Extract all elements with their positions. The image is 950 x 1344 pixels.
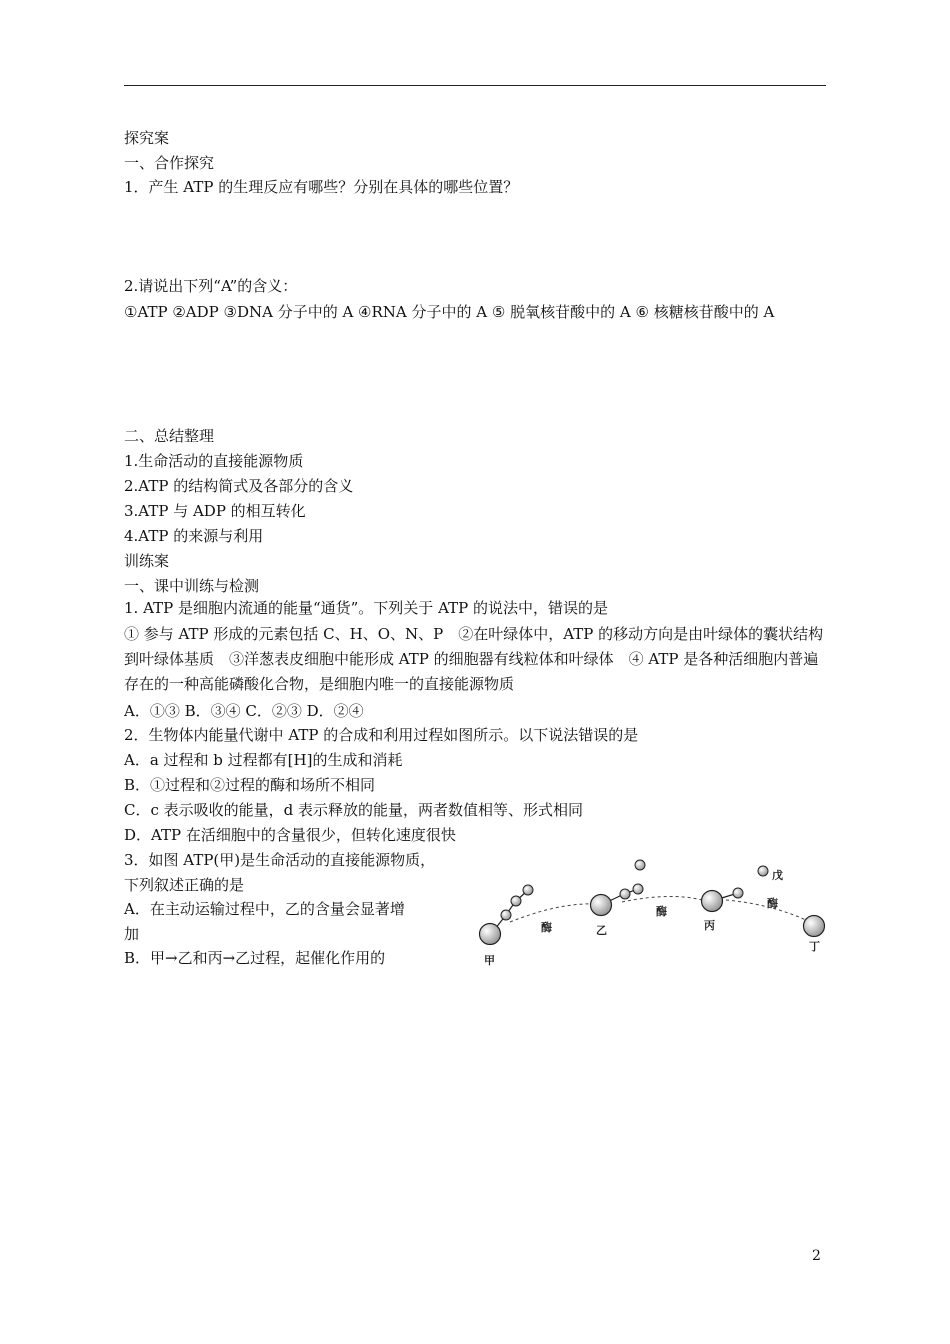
- training-question-1-body: ① 参与 ATP 形成的元素包括 C、H、O、N、P ②在叶绿体中，ATP 的移动方向是由叶绿体的囊状结构到叶绿体基质 ③洋葱表皮细胞中能形成 ATP 的细胞器有线粒体和叶绿体 ④ ATP 是各种活细胞内普遍存在的一种高能磷酸化合物，是细胞内唯一的直接能源物质: [124, 625, 824, 693]
- training-section-1: 一、课中训练与检测: [124, 577, 260, 595]
- training-question-2-option: C．c 表示吸收的能量，d 表示释放的能量，两者数值相等、形式相同: [124, 801, 584, 819]
- training-question-2-option: D．ATP 在活细胞中的含量很少，但转化速度很快: [124, 826, 456, 844]
- header-rule: [124, 85, 826, 86]
- adenosine-ball-yi: [591, 895, 612, 916]
- training-question-3-line: A．在主动运输过程中，乙的含量会显著增: [124, 900, 405, 918]
- adenosine-ball-bing: [702, 891, 723, 912]
- label-bing: 丙: [704, 919, 715, 932]
- label-enzyme: 酶: [541, 921, 552, 934]
- label-jia: 甲: [484, 954, 495, 967]
- label-ding: 丁: [809, 940, 820, 953]
- explore-question-2: 2.请说出下列“A”的含义：: [124, 277, 298, 295]
- phosphate-ball-wu: [758, 866, 768, 876]
- arrow-yi-bing: [622, 896, 702, 902]
- training-question-2-option: B．①过程和②过程的酶和场所不相同: [124, 776, 376, 794]
- released-phosphate-ball: [635, 860, 645, 870]
- summary-item: 1.生命活动的直接能源物质: [124, 452, 304, 470]
- arrow-jia-yi: [510, 904, 598, 922]
- phosphate-ball: [511, 896, 521, 906]
- training-question-1-options: A．①③ B．③④ C．②③ D．②④: [124, 702, 364, 720]
- explore-section-2: 二、总结整理: [124, 427, 215, 445]
- label-wu: 戊: [772, 869, 783, 882]
- page-number: 2: [812, 1248, 821, 1264]
- training-question-3-line: 3．如图 ATP(甲)是生命活动的直接能源物质，: [124, 851, 436, 869]
- phosphate-ball: [633, 884, 643, 894]
- atp-conversion-figure: [470, 852, 830, 977]
- adenosine-ball-ding: [804, 916, 825, 937]
- phosphate-ball: [620, 889, 630, 899]
- phosphate-ball: [501, 910, 511, 920]
- training-question-2-option: A．a 过程和 b 过程都有[H]的生成和消耗: [124, 751, 403, 769]
- explore-title: 探究案: [124, 129, 170, 147]
- training-question-3-line: 加: [124, 925, 140, 943]
- training-question-3-line: 下列叙述正确的是: [124, 876, 245, 894]
- explore-question-1: 1．产生 ATP 的生理反应有哪些？分别在具体的哪些位置？: [124, 178, 519, 196]
- phosphate-ball: [523, 885, 533, 895]
- training-title: 训练案: [124, 552, 170, 570]
- label-enzyme: 酶: [656, 905, 667, 918]
- arrow-bing-ding: [726, 900, 806, 920]
- training-question-2-stem: 2．生物体内能量代谢中 ATP 的合成和利用过程如图所示。以下说法错误的是: [124, 726, 639, 744]
- summary-item: 2.ATP 的结构简式及各部分的含义: [124, 477, 354, 495]
- training-question-1-stem: 1. ATP 是细胞内流通的能量“通货”。下列关于 ATP 的说法中，错误的是: [124, 599, 608, 617]
- label-yi: 乙: [596, 924, 607, 937]
- summary-item: 4.ATP 的来源与利用: [124, 527, 264, 545]
- label-enzyme: 酶: [767, 897, 778, 910]
- phosphate-ball: [733, 888, 743, 898]
- training-question-3-line: B．甲→乙和丙→乙过程，起催化作用的: [124, 949, 386, 967]
- explore-section-1: 一、合作探究: [124, 154, 215, 172]
- summary-item: 3.ATP 与 ADP 的相互转化: [124, 502, 306, 520]
- explore-question-2-items: ①ATP ②ADP ③DNA 分子中的 A ④RNA 分子中的 A ⑤ 脱氧核苷酸中的 A ⑥ 核糖核苷酸中的 A: [124, 303, 775, 321]
- adenosine-ball-jia: [480, 924, 501, 945]
